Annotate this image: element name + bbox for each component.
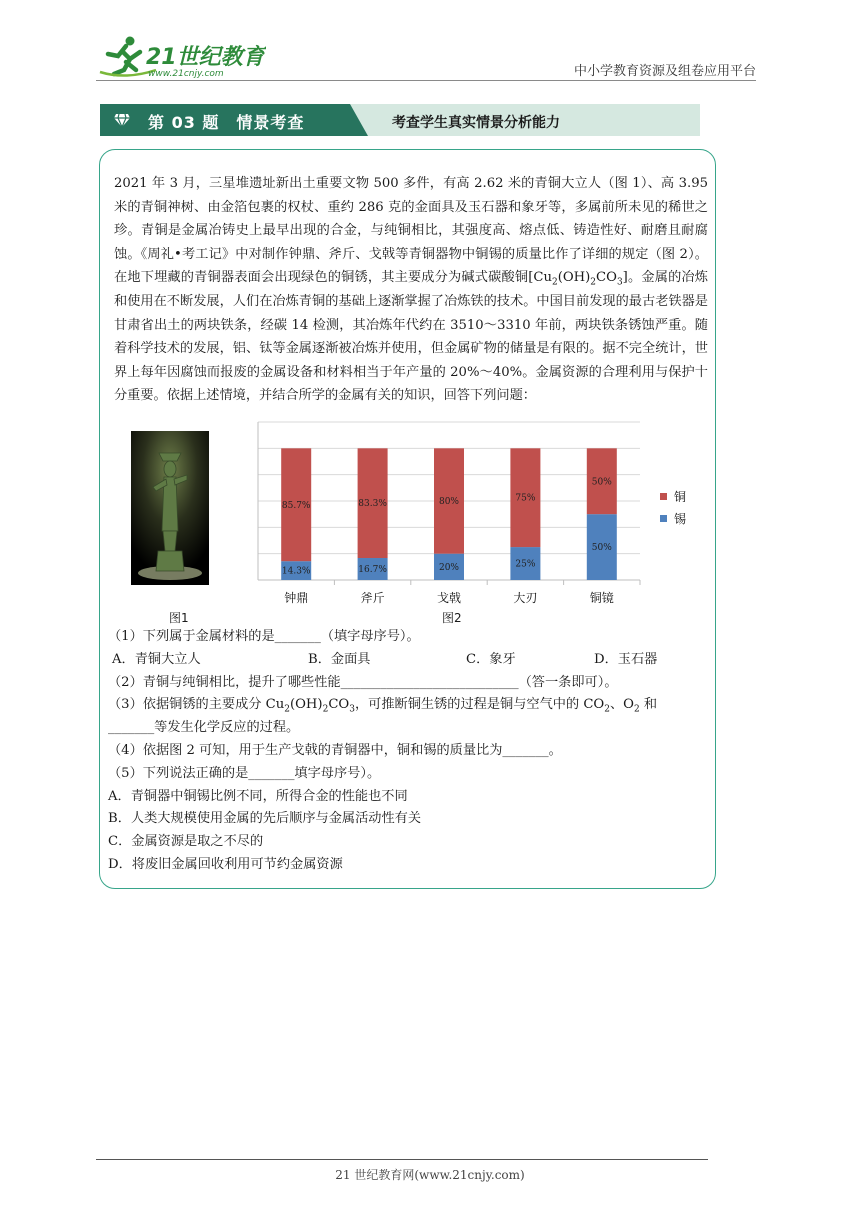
data-label-copper: 85.7% — [281, 500, 311, 511]
option-a: A．青铜大立人 — [112, 651, 201, 667]
footer-text: 21 世纪教育网(www.21cnjy.com) — [335, 1168, 525, 1182]
question-3: （3）依据铜锈的主要成分 $Cu_2(OH)_2CO_3$，可推断铜生锈的过程是铜与空气中的 $CO_2$、$O_2$ 和 — [108, 697, 658, 716]
figure-1-caption: 图1 — [169, 611, 189, 625]
passage — [114, 172, 708, 408]
bronze-statue-image — [131, 431, 209, 585]
data-label-tin: 20% — [438, 562, 460, 573]
question-banner — [100, 104, 700, 136]
legend-swatch — [660, 515, 667, 522]
site-logo — [96, 34, 266, 80]
data-label-copper: 50% — [591, 477, 612, 488]
figure-2-caption: 图2 — [442, 611, 462, 625]
legend-label: 铜 — [674, 490, 687, 504]
diamond-icon — [113, 111, 131, 129]
data-label-copper: 75% — [515, 493, 536, 504]
passage-paragraph: 2021 年 3 月，三星堆遗址新出土重要文物 500 多件，有高 2.62 米的青铜大立人（图 1）、高 3.95 米的青铜神树、由金箔包裹的权杖、重约 286 克的金面具及玉石器和象牙等，多属前所未见的稀世之珍。青铜是金属冶铸史上最早出现的合金，与纯铜相比，其强度高、熔点低、铸造性好、耐磨且耐腐蚀。《周礼•考工记》中对制作钟鼎、斧斤、戈戟等青铜器物中铜锡的质量比作了详细的规定（图 2）。在地下埋藏的青铜器表面会出现绿色的铜锈，其主要成分为碱式碳酸铜$[Cu_2(OH)_2CO_3]$。金属的冶炼和使用在不断发展，人们在冶炼青铜的基础上逐渐掌握了冶炼铁的技术。中国目前发现的最古老铁器是甘肃省出土的两块铁条，经碳 14 检测，其冶炼年代约在 3510～3310 年前，两块铁条锈蚀严重。随着科学技术的发展，铝、钛等金属逐渐被冶炼并使用，但金属矿物的储量是有限的。据不完全统计，世界上每年因腐蚀而报废的金属设备和材料相当于年产量的 20%～40%。金属资源的合理利用与保护十分重要。依据上述情境，并结合所学的金属有关的知识，回答下列问题： — [114, 176, 708, 404]
category-label: 大刃 — [513, 591, 538, 605]
option-d: D．玉石器 — [594, 651, 658, 667]
question-5-option-d: D．将废旧金属回收利用可节约金属资源 — [108, 856, 343, 872]
question-1: （1）下列属于金属材料的是_______（填字母序号）。 — [108, 629, 420, 644]
logo-url: www.21cnjy.com — [148, 69, 224, 79]
category-label: 戈戟 — [436, 591, 462, 605]
logo-text: 21世纪教育 — [146, 45, 265, 70]
option-c: C．象牙 — [466, 651, 516, 667]
question-list — [108, 626, 708, 877]
option-b: B．金面具 — [308, 651, 371, 667]
data-label-tin: 14.3% — [281, 566, 311, 577]
question-5-option-c: C．金属资源是取之不尽的 — [108, 834, 264, 850]
question-5-option-a: A．青铜器中铜锡比例不同，所得合金的性能也不同 — [108, 788, 408, 804]
data-label-tin: 16.7% — [358, 565, 387, 576]
data-label-tin: 25% — [515, 559, 536, 570]
legend-swatch — [660, 493, 667, 500]
question-1-options — [108, 649, 708, 672]
copper-tin-ratio-chart — [248, 418, 708, 610]
question-3-cont: _______等发生化学反应的过程。 — [108, 720, 300, 736]
question-4: （4）依据图 2 可知，用于生产戈戟的青铜器中，铜和锡的质量比为_______。 — [108, 742, 562, 758]
question-5: （5）下列说法正确的是_______填字母序号）。 — [108, 765, 381, 781]
banner-title: 第 03 题 情景考查 — [148, 113, 305, 132]
header-divider — [96, 80, 756, 81]
question-5-option-b: B．人类大规模使用金属的先后顺序与金属活动性有关 — [108, 811, 422, 827]
legend-label: 锡 — [674, 512, 687, 526]
footer-divider — [96, 1159, 708, 1160]
category-label: 钟鼎 — [284, 591, 309, 605]
data-label-tin: 50% — [591, 543, 612, 554]
question-2: （2）青铜与纯铜相比，提升了哪些性能___________________________（答一条即可）。 — [108, 674, 618, 690]
category-label: 斧斤 — [360, 591, 385, 605]
data-label-copper: 83.3% — [358, 499, 387, 510]
platform-name: 中小学教育资源及组卷应用平台 — [573, 64, 756, 79]
category-label: 铜镜 — [589, 591, 614, 605]
data-label-copper: 80% — [438, 497, 460, 507]
banner-subtitle: 考查学生真实情景分析能力 — [392, 115, 560, 131]
